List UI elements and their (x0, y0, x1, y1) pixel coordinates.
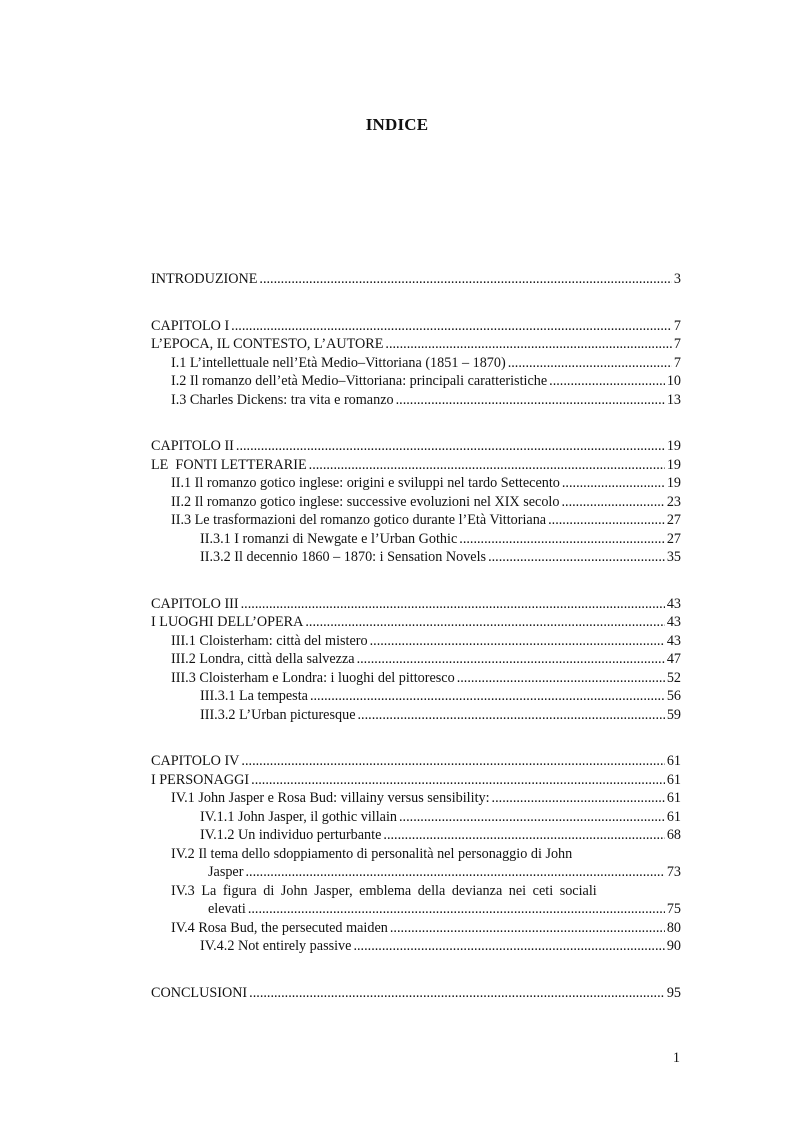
toc-page: 80 (666, 919, 681, 936)
leader-dots (305, 613, 664, 632)
leader-dots (459, 530, 665, 549)
toc-label: IV.1.1 John Jasper, il gothic villain (200, 808, 397, 825)
toc-entry-subsection (151, 826, 681, 845)
toc-label: II.3.1 I romanzi di Newgate e l’Urban Gothic (200, 530, 458, 547)
leader-dots (358, 706, 665, 725)
toc-page: 23 (666, 493, 681, 510)
toc-label: CAPITOLO IV (151, 753, 240, 769)
toc-label: III.3 Cloisterham e Londra: i luoghi del pittoresco (171, 669, 455, 686)
toc-entry-capitolo-1-title (151, 335, 681, 354)
toc-entry-section (151, 391, 681, 410)
toc-entry-subsection (151, 808, 681, 827)
toc-label: I.3 Charles Dickens: tra vita e romanzo (171, 391, 394, 408)
toc-label: III.3.1 La tempesta (200, 688, 308, 704)
toc-page: 61 (666, 808, 681, 825)
leader-dots (251, 771, 665, 790)
toc-page: 95 (666, 984, 681, 1001)
toc-entry-subsection (151, 548, 681, 567)
leader-dots (492, 789, 665, 808)
toc-label: IV.1 John Jasper e Rosa Bud: villainy versus sensibility: (171, 790, 490, 806)
toc-label: II.2 Il romanzo gotico inglese: successive evoluzioni nel XIX secolo (171, 493, 560, 510)
toc-page: 90 (666, 938, 681, 954)
toc-entry-subsection (151, 706, 681, 725)
toc-page: 73 (666, 864, 681, 880)
leader-dots (241, 595, 665, 614)
toc-page: 52 (666, 669, 681, 686)
leader-dots (385, 335, 672, 354)
toc-entry-section (151, 789, 681, 808)
toc-entry-subsection (151, 937, 681, 956)
page-title: INDICE (365, 115, 429, 134)
leader-dots (231, 317, 672, 336)
toc-label: IV.4.2 Not entirely passive (200, 938, 352, 954)
leader-dots (561, 493, 664, 512)
toc-page: 43 (666, 595, 681, 612)
leader-dots (245, 863, 664, 882)
toc-label-line2: Jasper (208, 864, 244, 880)
toc-label: INTRODUZIONE (151, 271, 258, 287)
toc-entry-conclusioni (151, 984, 681, 1003)
toc-page: 61 (666, 753, 681, 769)
leader-dots (549, 372, 665, 391)
toc-entry-section (151, 669, 681, 688)
toc-page: 7 (673, 354, 681, 371)
toc-label-line2: elevati (208, 901, 246, 917)
toc-page: 13 (666, 391, 681, 408)
leader-dots (249, 984, 665, 1003)
toc-label: II.3 Le trasformazioni del romanzo gotico durante l’Età Vittoriana (171, 512, 547, 528)
toc-page: 43 (666, 632, 681, 649)
toc-label: III.3.2 L’Urban picturesque (200, 706, 356, 723)
toc-page: 59 (666, 706, 681, 723)
leader-dots (241, 752, 664, 771)
leader-dots (390, 919, 665, 938)
leader-dots (357, 650, 665, 669)
toc-entry-section-wrapped (151, 845, 681, 864)
toc-entry-subsection (151, 687, 681, 706)
toc-label: II.3.2 Il decennio 1860 – 1870: i Sensation Novels (200, 549, 487, 565)
toc-label-line1: IV.3 La figura di John Jasper, emblema della devianza nei ceti sociali (171, 882, 597, 899)
leader-dots (248, 900, 665, 919)
leader-dots (396, 391, 665, 410)
toc-entry-section (151, 493, 681, 512)
toc-label: LE FONTI LETTERARIE (151, 456, 307, 473)
toc-entry-section-wrapped (151, 882, 681, 901)
toc-page: 7 (673, 317, 681, 334)
toc-label: IV.1.2 Un individuo perturbante (200, 827, 382, 843)
table-of-contents (151, 270, 681, 1002)
toc-page: 43 (666, 614, 681, 630)
toc-label: I.1 L’intellettuale nell’Età Medio–Vittoriana (1851 – 1870) (171, 354, 506, 371)
toc-entry-section (151, 650, 681, 669)
toc-page: 61 (666, 771, 681, 788)
toc-label: CAPITOLO I (151, 317, 230, 334)
toc-page: 27 (666, 512, 681, 528)
toc-label: III.1 Cloisterham: città del mistero (171, 632, 368, 649)
toc-label: CAPITOLO III (151, 595, 239, 612)
toc-entry-section (151, 372, 681, 391)
toc-label: I PERSONAGGI (151, 771, 250, 788)
toc-label: II.1 Il romanzo gotico inglese: origini e sviluppi nel tardo Settecento (171, 475, 560, 491)
toc-entry-capitolo-4 (151, 752, 681, 771)
toc-entry-capitolo-3 (151, 595, 681, 614)
toc-entry-capitolo-3-title (151, 613, 681, 632)
leader-dots (259, 270, 672, 289)
toc-page: 68 (666, 827, 681, 843)
toc-page: 10 (666, 373, 681, 389)
toc-entry-section (151, 511, 681, 530)
toc-entry-capitolo-2 (151, 437, 681, 456)
leader-dots (488, 548, 665, 567)
leader-dots (370, 632, 665, 651)
toc-entry-capitolo-2-title (151, 456, 681, 475)
leader-dots (548, 511, 665, 530)
toc-entry-capitolo-4-title (151, 771, 681, 790)
toc-entry-section (151, 474, 681, 493)
toc-page: 61 (666, 790, 681, 806)
toc-label: CAPITOLO II (151, 438, 234, 454)
toc-page: 75 (666, 901, 681, 917)
toc-label: I.2 Il romanzo dell’età Medio–Vittoriana: principali caratteristiche (171, 373, 548, 389)
toc-entry-section-cont (151, 900, 681, 919)
page-number: 1 (672, 1050, 680, 1066)
toc-label: L’EPOCA, IL CONTESTO, L’AUTORE (151, 336, 384, 352)
toc-page: 56 (666, 688, 681, 704)
toc-page: 19 (666, 456, 681, 473)
toc-entry-section (151, 632, 681, 651)
toc-label: III.2 Londra, città della salvezza (171, 651, 355, 667)
toc-label: IV.4 Rosa Bud, the persecuted maiden (171, 919, 388, 936)
leader-dots (457, 669, 665, 688)
leader-dots (353, 937, 664, 956)
leader-dots (399, 808, 665, 827)
toc-page: 7 (673, 336, 681, 352)
toc-page: 19 (666, 475, 681, 491)
leader-dots (508, 354, 672, 373)
toc-entry-section (151, 354, 681, 373)
toc-entry-introduzione (151, 270, 681, 289)
leader-dots (310, 687, 665, 706)
toc-page: 35 (666, 549, 681, 565)
toc-page: 19 (666, 438, 681, 454)
toc-label-line1: IV.2 Il tema dello sdoppiamento di personalità nel personaggio di John (171, 845, 573, 862)
toc-entry-capitolo-1 (151, 317, 681, 336)
toc-label: CONCLUSIONI (151, 984, 248, 1001)
toc-label: I LUOGHI DELL’OPERA (151, 614, 304, 630)
leader-dots (309, 456, 665, 475)
toc-page: 27 (666, 530, 681, 547)
leader-dots (236, 437, 665, 456)
toc-entry-section (151, 919, 681, 938)
toc-entry-subsection (151, 530, 681, 549)
toc-page: 3 (673, 271, 681, 287)
leader-dots (562, 474, 665, 493)
toc-page: 47 (666, 651, 681, 667)
toc-entry-section-cont (151, 863, 681, 882)
leader-dots (383, 826, 664, 845)
